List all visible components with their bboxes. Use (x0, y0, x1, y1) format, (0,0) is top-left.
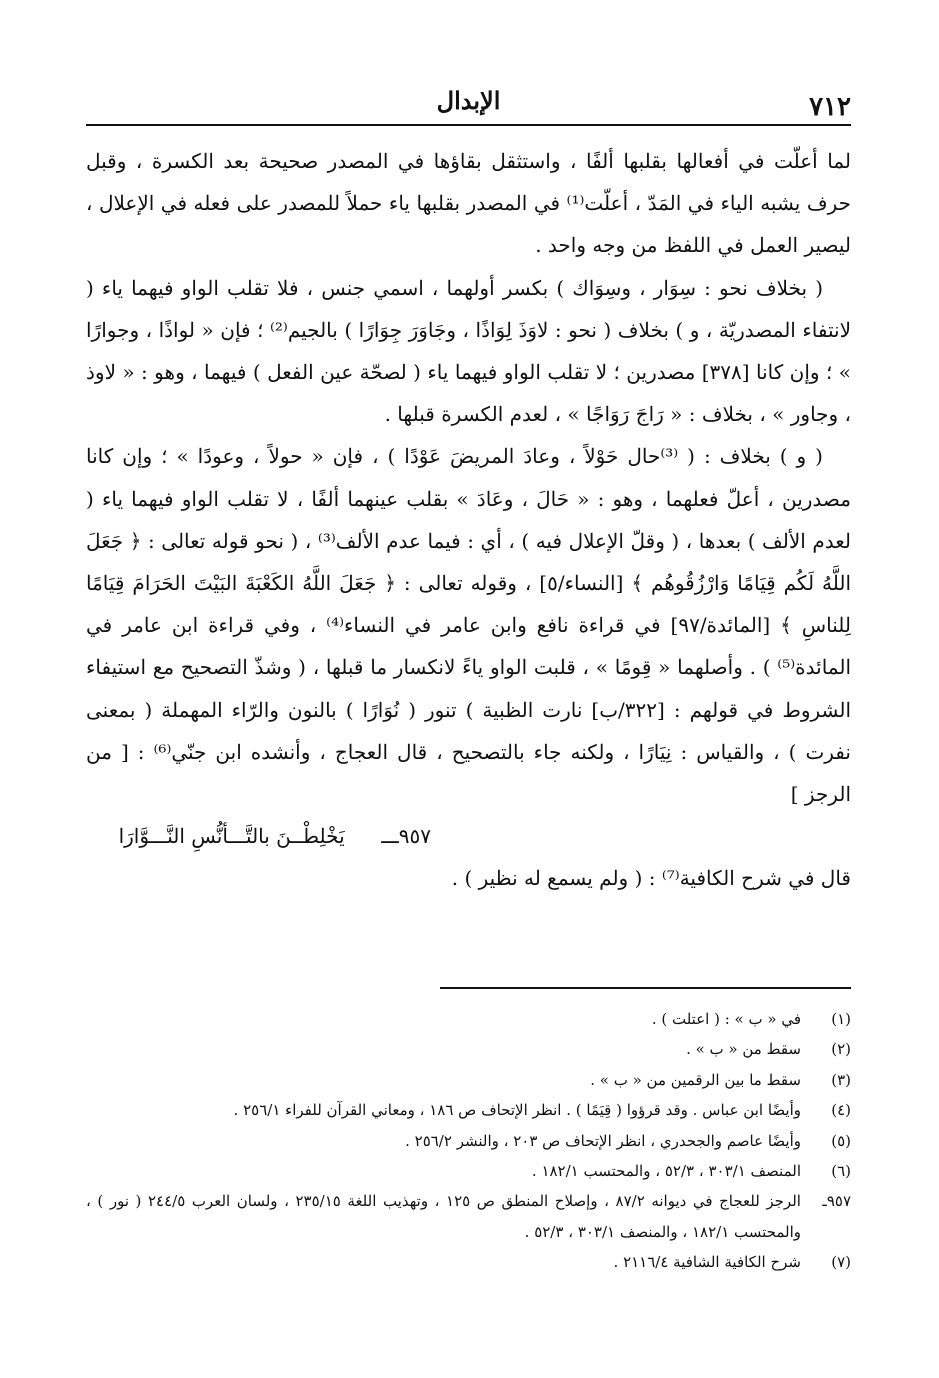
running-title: الإبدال (436, 86, 501, 115)
footnote-number: (٦) (831, 1162, 851, 1181)
footnote-number: (٢) (831, 1040, 851, 1059)
footnote-number: (١) (831, 1010, 851, 1028)
footnote-text: شرح الكافية الشافية ٢١١٦/٤ . (613, 1253, 801, 1272)
footnote (86, 1004, 851, 1034)
verse-text: يَخْلِطْــنَ بالتَّـــأنُّسِ النَّـــوَّارَا (118, 824, 345, 849)
footnote (86, 1247, 851, 1277)
footnote (86, 1126, 851, 1156)
footnote (86, 1034, 851, 1064)
footnote-text: المنصف ٣٠٣/١ ، ٥٢/٣ ، والمحتسب ١٨٢/١ . (531, 1162, 801, 1181)
footnote (86, 1065, 851, 1095)
verse-number: ٩٥٧ـــ (381, 824, 431, 849)
footnote-number: ٩٥٧ـ (822, 1192, 851, 1211)
verse-line (86, 815, 851, 857)
closing-line: قال في شرح الكافية⁽⁷⁾ : ( ولم يسمع له نظير ) . (451, 866, 851, 891)
footnote (86, 1156, 851, 1186)
paragraph-3: ( و ) بخلاف : ( ⁽³⁾حال حَوْلاً ، وعادَ المريضَ عَوْدًا ) ، فإن « حولاً ، وعودًا » ؛ وإن كانا مصدرين ، أعلّ فعلهما ، وهو : « حَالَ ، وعَادَ » بقلب عينهما ألفًا ، لا تقلب الواو فيهما ياء ( لعدم الألف ) بعدها ، ( وقلّ الإعلال فيه ) ، أي : فيما عدم الألف⁽³⁾ ، ( نحو قوله تعالى : ﴿ جَعَلَ اللَّهُ لَكُم قِيَامًا وَارْزُقُوهُم ﴾ [النساء/٥] ، وقوله تعالى : ﴿ جَعَلَ اللَّهُ الكَعْبَةَ البَيْتَ الحَرَامَ قِيَامًا لِلناسِ ﴾ [المائدة/٩٧] في قراءة نافع وابن عامر في النساء⁽⁴⁾ ، وفي قراءة ابن عامر في المائدة⁽⁵⁾ ) . وأصلهما « قِومًا » ، قلبت الواو ياءً لانكسار ما قبلها ، ( وشذّ التصحيح مع استيفاء الشروط في قولهم : [٣٢٢/ب] نارت الظبية ) تنور ( نُوَارًا ) بالنون والرّاء المهملة ( بمعنى نفرت ) ، والقياس : نِيَارًا ، ولكنه جاء بالتصحيح ، قال العجاج ، وأنشده ابن جنّي⁽⁶⁾ : [ من الرجز ] (86, 444, 852, 807)
paragraph-1: لما أعلّت في أفعالها بقلبها ألفًا ، واستثقل بقاؤها في المصدر صحيحة بعد الكسرة ، وقبل حرف يشبه الياء في المَدّ ، أعلّت⁽¹⁾ في المصدر بقلبها ياء حملاً للمصدر على فعله في الإعلال ، ليصير العمل في اللفظ من وجه واحد . (86, 149, 851, 258)
footnote-rule (440, 987, 851, 989)
footnote-number: (٤) (831, 1101, 851, 1120)
page-number: ٧١٢ (809, 92, 851, 122)
footnote-text: وأيضًا ابن عباس . وقد قرؤوا ( قِيَمًا ) . انظر الإتحاف ص ١٨٦ ، ومعاني القرآن للفراء ٢٥٦/١ . (233, 1101, 801, 1120)
footnote-text: الرجز للعجاج في ديوانه ٨٧/٢ ، وإصلاح المنطق ص ١٢٥ ، وتهذيب اللغة ٢٣٥/١٥ ، ولسان العرب ٢٤٤/٥ ( نور ) ، والمحتسب ١٨٢/١ ، والمنصف ٣٠٣/١ ، ٥٢/٣ . (86, 1192, 801, 1241)
main-text (86, 140, 851, 899)
paragraph-2: ( بخلاف نحو : سِوَار ، وسِوَاك ) بكسر أولهما ، اسمي جنس ، فلا تقلب الواو فيهما ياء ( لانتفاء المصدريّة ، و ) بخلاف ( نحو : لاوَذَ لِوَاذًا ، وجَاوَرَ جِوَارًا ) بالجيم⁽²⁾ ؛ فإن « لواذًا ، وجوارًا » ؛ وإن كانا [٣٧٨] مصدرين ؛ لا تقلب الواو فيهما ياء ( لصحّة عين الفعل ) فيهما ، وهو : « لاوذ ، وجاور » ، بخلاف : « رَاجَ رَوَاجًا » ، لعدم الكسرة قبلها . (86, 275, 851, 427)
footnote-text: سقط من « ب » . (686, 1040, 801, 1059)
footnote-number: (٣) (831, 1070, 851, 1089)
footnote-text: وأيضًا عاصم والجحدري ، انظر الإتحاف ص ٢٠٣ ، والنشر ٢٥٦/٢ . (405, 1131, 801, 1150)
footnote-text: في « ب » : ( اعتلت ) . (651, 1010, 801, 1028)
footnote-number: (٧) (831, 1253, 851, 1272)
footnote-text: سقط ما بين الرقمين من « ب » . (590, 1070, 801, 1089)
footnotes (86, 1004, 851, 1278)
header-rule (86, 124, 851, 126)
footnote (86, 1186, 851, 1247)
page-header (86, 82, 851, 122)
footnote-number: (٥) (831, 1131, 851, 1150)
footnote (86, 1095, 851, 1125)
